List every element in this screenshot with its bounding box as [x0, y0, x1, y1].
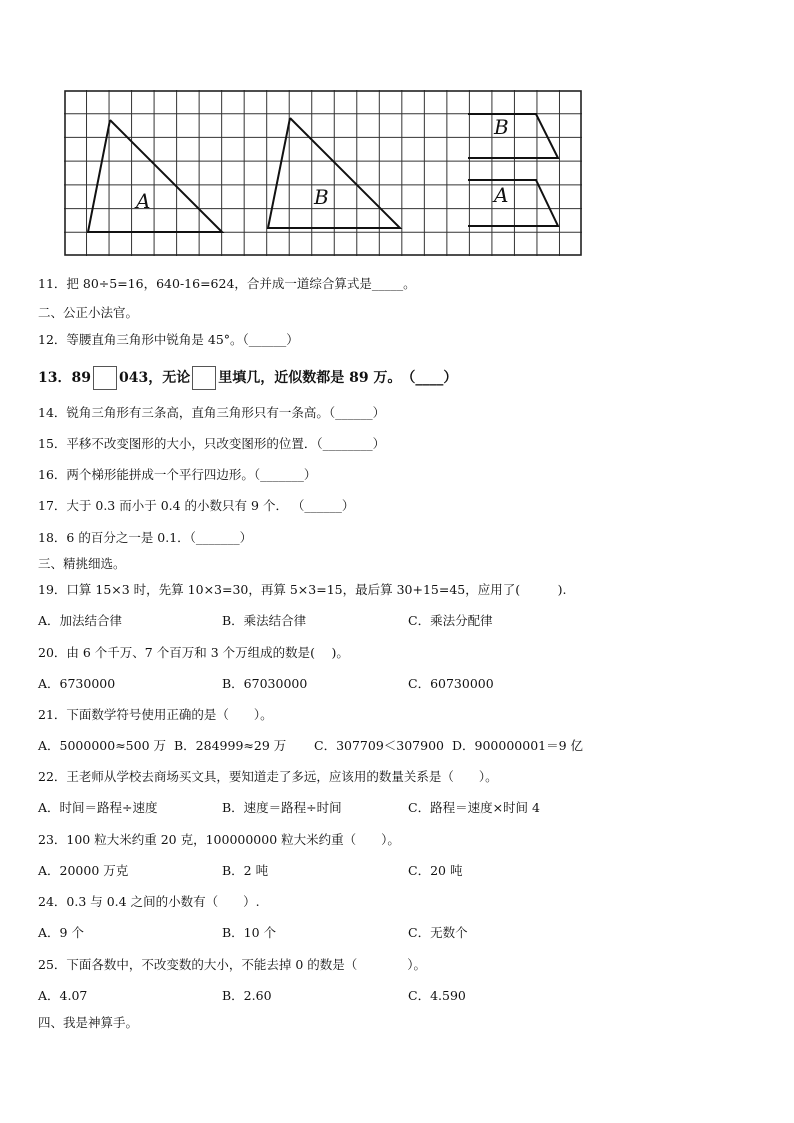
q23-option-c[interactable]: C．20 吨: [408, 863, 463, 878]
trapezoid-b: [468, 114, 558, 158]
question-25: 25．下面各数中，不改变数的大小，不能去掉 0 的数是（ ）。: [38, 957, 427, 972]
q25-option-c[interactable]: C．4.590: [408, 988, 466, 1003]
q21-option-b[interactable]: B．284999≈29 万: [174, 738, 287, 753]
label-a-left: A: [136, 189, 151, 213]
question-15: 15．平移不改变图形的大小，只改变图形的位置．（________）: [38, 436, 386, 451]
q13-suffix: 里填几，近似数都是 89 万。 （____）: [218, 370, 458, 386]
q20-option-c[interactable]: C．60730000: [408, 676, 494, 691]
q22-option-c[interactable]: C．路程＝速度×时间 4: [408, 800, 540, 815]
section-4-heading: 四、我是神算手。: [38, 1015, 139, 1030]
q21-option-c[interactable]: C．307709＜307900: [314, 738, 444, 753]
label-b-middle: B: [314, 185, 329, 209]
q22-option-b[interactable]: B．速度＝路程÷时间: [222, 800, 342, 815]
q20-option-a[interactable]: A．6730000: [38, 676, 116, 691]
q23-option-a[interactable]: A．20000 万克: [38, 863, 129, 878]
question-14: 14．锐角三角形有三条高，直角三角形只有一条高。（______）: [38, 405, 386, 420]
q21-option-d[interactable]: D．900000001＝9 亿: [452, 738, 584, 753]
question-21: 21．下面数学符号使用正确的是（ ）。: [38, 707, 273, 722]
q22-option-a[interactable]: A．时间＝路程÷速度: [38, 800, 158, 815]
q24-option-a[interactable]: A．9 个: [38, 925, 84, 940]
q24-option-b[interactable]: B．10 个: [222, 925, 277, 940]
question-24: 24．0.3 与 0.4 之间的小数有（ ）.: [38, 894, 260, 909]
q19-option-b[interactable]: B．乘法结合律: [222, 613, 307, 628]
q21-option-a[interactable]: A．5000000≈500 万: [38, 738, 167, 753]
question-17: 17．大于 0.3 而小于 0.4 的小数只有 9 个． （______）: [38, 498, 355, 513]
question-16: 16．两个梯形能拼成一个平行四边形。（_______）: [38, 467, 317, 482]
question-12: 12．等腰直角三角形中锐角是 45°。（______）: [38, 332, 299, 347]
label-b-right: B: [494, 115, 509, 139]
triangle-a-left: [88, 120, 222, 232]
q25-option-b[interactable]: B．2.60: [222, 988, 272, 1003]
q13-blank-box-2[interactable]: [192, 366, 216, 390]
question-13: [38, 366, 457, 390]
section-2-heading: 二、公正小法官。: [38, 305, 139, 320]
question-20: 20．由 6 个千万、7 个百万和 3 个万组成的数是( )。: [38, 645, 349, 660]
q19-option-c[interactable]: C．乘法分配律: [408, 613, 493, 628]
q23-option-b[interactable]: B．2 吨: [222, 863, 269, 878]
grid-figure: [64, 90, 582, 256]
question-23: 23．100 粒大米约重 20 克，100000000 粒大米约重（ ）。: [38, 832, 400, 847]
question-22: 22．王老师从学校去商场买文具，要知道走了多远，应该用的数量关系是（ ）。: [38, 769, 498, 784]
question-18: 18．6 的百分之一是 0.1．（_______）: [38, 530, 253, 545]
q19-option-a[interactable]: A．加法结合律: [38, 613, 123, 628]
question-11: 11．把 80÷5=16，640-16=624，合并成一道综合算式是_____。: [38, 276, 416, 291]
question-19: 19．口算 15×3 时，先算 10×3=30，再算 5×3=15，最后算 30+15=45，应用了( ).: [38, 582, 567, 597]
q20-option-b[interactable]: B．67030000: [222, 676, 308, 691]
section-3-heading: 三、精挑细选。: [38, 556, 126, 571]
q25-option-a[interactable]: A．4.07: [38, 988, 88, 1003]
trapezoid-a: [468, 180, 558, 226]
q13-prefix: 13．89: [38, 370, 91, 386]
q24-option-c[interactable]: C．无数个: [408, 925, 468, 940]
label-a-right: A: [494, 183, 509, 207]
q13-middle: 043，无论: [118, 370, 191, 386]
q13-blank-box-1[interactable]: [93, 366, 117, 390]
